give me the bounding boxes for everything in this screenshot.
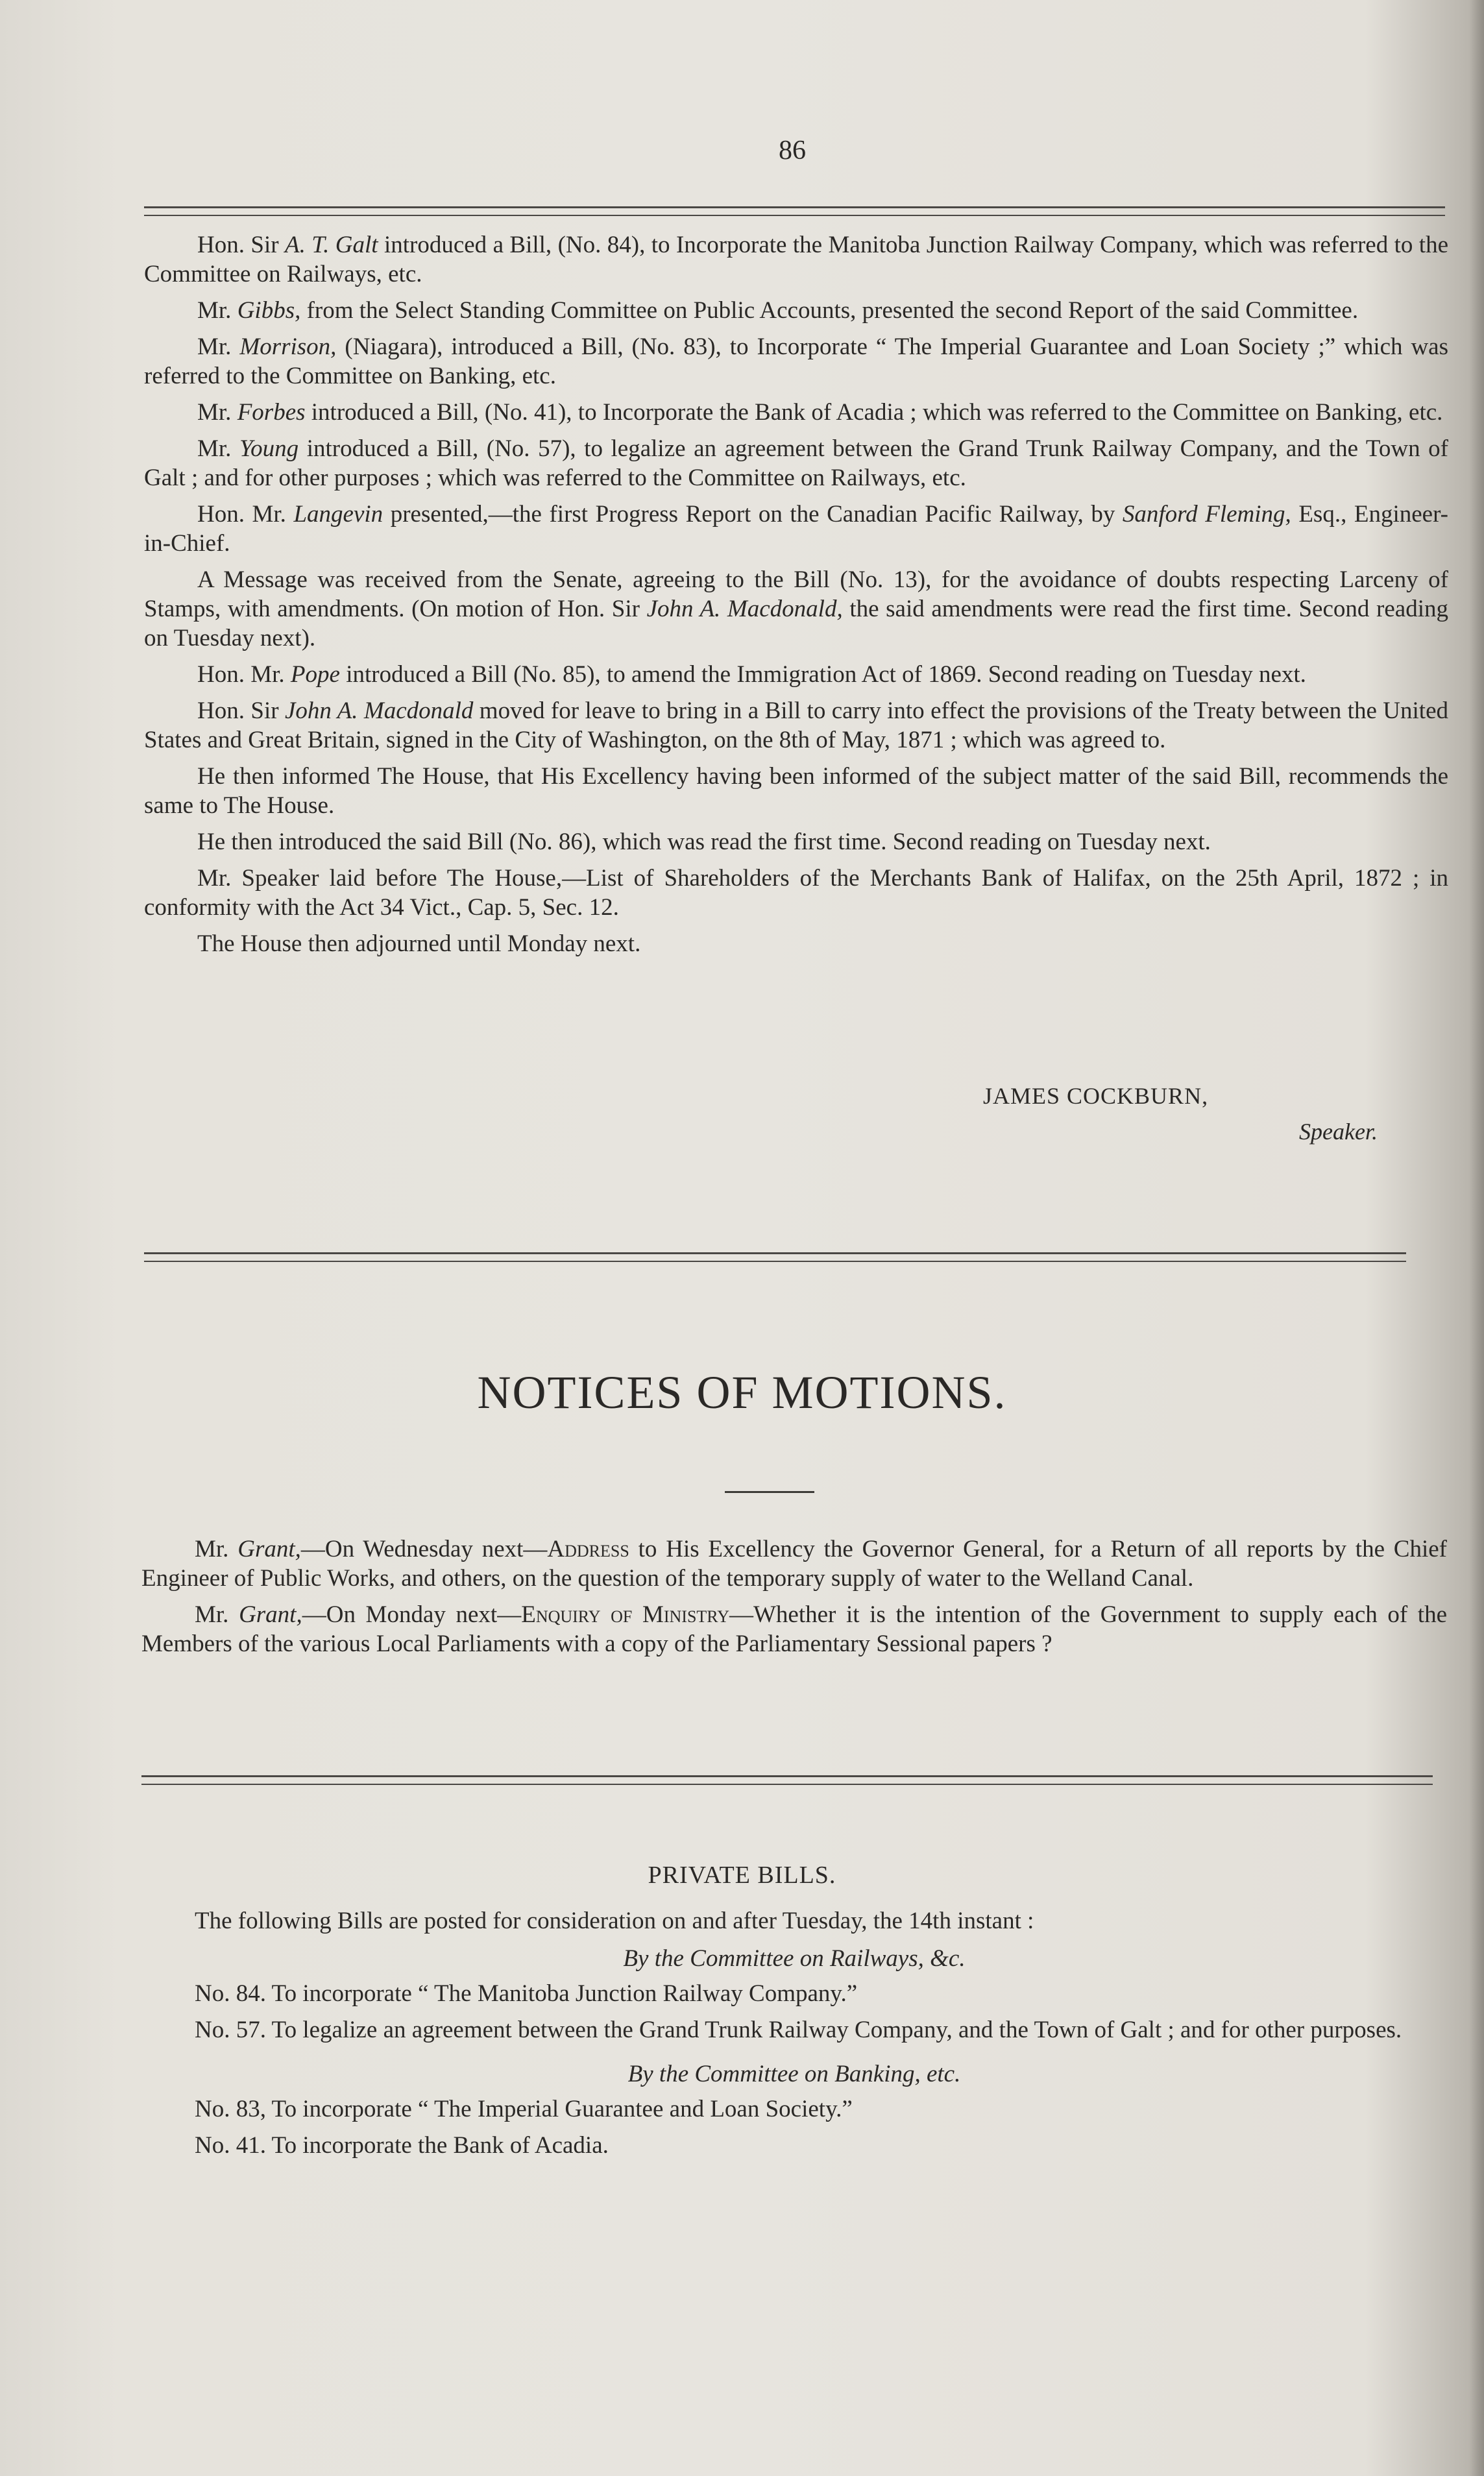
- notice-item: Mr. Grant,—On Wednesday next—Address to His Excellency the Governor General, for a Return of all reports by the Chief Engineer of Public Works, and others, on the question of the temporary supply of water to the Welland Canal.: [141, 1536, 1447, 1592]
- journal-entry: Hon. Sir A. T. Galt introduced a Bill, (No. 84), to Incorporate the Manitoba Junction Railway Company, which was referred to the Committee on Railways, etc.: [144, 232, 1448, 287]
- journal-entry: He then introduced the said Bill (No. 86), which was read the first time. Second reading on Tuesday next.: [197, 829, 1211, 855]
- notice-item: Mr. Grant,—On Monday next—Enquiry of Ministry—Whether it is the intention of the Government to supply each of the Members of the various Local Parliaments with a copy of the Parliamentary Sessional papers ?: [141, 1601, 1448, 1657]
- speaker-title: Speaker.: [1299, 1119, 1378, 1145]
- bill-item: No. 41. To incorporate the Bank of Acadia.: [195, 2132, 609, 2159]
- private-bills-intro: The following Bills are posted for consideration on and after Tuesday, the 14th instant :: [195, 1908, 1034, 1934]
- journal-entry: Hon. Mr. Pope introduced a Bill (No. 85), to amend the Immigration Act of 1869. Second reading on Tuesday next.: [197, 661, 1306, 688]
- journal-entry: Mr. Morrison, (Niagara), introduced a Bill, (No. 83), to Incorporate “ The Imperial Guarantee and Loan Society ;” which was referred to the Committee on Banking, etc.: [144, 334, 1448, 389]
- bill-item: No. 84. To incorporate “ The Manitoba Junction Railway Company.”: [195, 1980, 858, 2007]
- page-number: 86: [779, 136, 806, 165]
- journal-entry: He then informed The House, that His Excellency having been informed of the subject matter of the said Bill, recommends the same to The House.: [144, 763, 1448, 819]
- bill-item: No. 83, To incorporate “ The Imperial Guarantee and Loan Society.”: [195, 2096, 853, 2122]
- journal-entries: [144, 230, 1448, 965]
- committee-banking: By the Committee on Banking, etc.: [627, 2061, 961, 2087]
- journal-entry: Mr. Speaker laid before The House,—List of Shareholders of the Merchants Bank of Halifax, on the 25th April, 1872 ; in conformity with the Act 34 Vict., Cap. 5, Sec. 12.: [144, 865, 1448, 921]
- header-rule: [144, 206, 1445, 216]
- committee-railways: By the Committee on Railways, &c.: [623, 1945, 966, 1972]
- journal-entry: Mr. Forbes introduced a Bill, (No. 41), to Incorporate the Bank of Acadia ; which was referred to the Committee on Banking, etc.: [197, 399, 1443, 426]
- notices-heading: NOTICES OF MOTIONS.: [477, 1366, 1007, 1418]
- private-bills-heading: PRIVATE BILLS.: [648, 1862, 836, 1889]
- heading-underline: [725, 1491, 814, 1493]
- journal-entry: A Message was received from the Senate, agreeing to the Bill (No. 13), for the avoidance of doubts respecting Larceny of Stamps, with amendments. (On motion of Hon. Sir John A. Macdonald, the said amendments were read the first time. Second reading on Tuesday next).: [144, 566, 1448, 651]
- private-bills: [141, 1906, 1447, 2167]
- journal-entry: The House then adjourned until Monday next.: [197, 930, 641, 957]
- journal-entry: Hon. Sir John A. Macdonald moved for leave to bring in a Bill to carry into effect the provisions of the Treaty between the United States and Great Britain, signed in the City of Washington, on the 8th of May, 1871 ; which was agreed to.: [144, 698, 1448, 753]
- section-rule: [144, 1252, 1406, 1262]
- bill-item: No. 57. To legalize an agreement between the Grand Trunk Railway Company, and the Town of Galt ; and for other purposes.: [195, 2017, 1402, 2043]
- journal-entry: Mr. Gibbs, from the Select Standing Committee on Public Accounts, presented the second Report of the said Committee.: [197, 297, 1359, 324]
- journal-entry: Hon. Mr. Langevin presented,—the first Progress Report on the Canadian Pacific Railway, by Sanford Fleming, Esq., Engineer-in-Chief.: [144, 501, 1448, 557]
- speaker-name: JAMES COCKBURN,: [983, 1083, 1209, 1109]
- notices-list: [141, 1535, 1447, 1666]
- journal-entry: Mr. Young introduced a Bill, (No. 57), to legalize an agreement between the Grand Trunk Railway Company, and the Town of Galt ; and for other purposes ; which was referred to the Committee on Railways, etc.: [144, 435, 1449, 491]
- section-rule-2: [141, 1775, 1433, 1785]
